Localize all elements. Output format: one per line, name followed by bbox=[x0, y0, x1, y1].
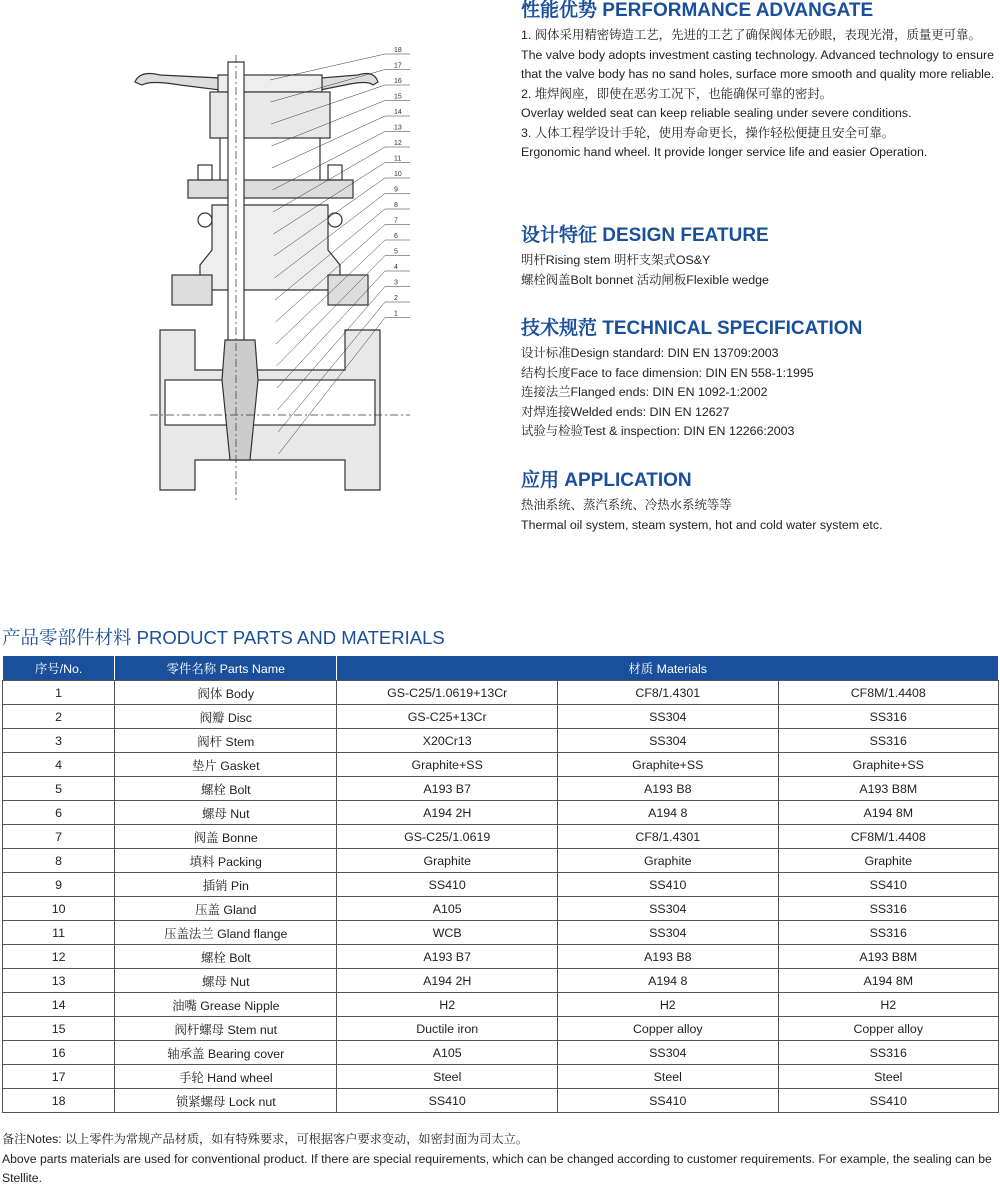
cell-no: 3 bbox=[3, 729, 115, 753]
table-row bbox=[3, 897, 999, 921]
part-label: 17 bbox=[394, 62, 402, 70]
part-label: 3 bbox=[394, 279, 398, 287]
cell-material-3: Copper alloy bbox=[778, 1017, 999, 1041]
technical-line: 对焊连接Welded ends: DIN EN 12627 bbox=[521, 404, 730, 419]
cell-material-1: Graphite+SS bbox=[337, 753, 558, 777]
cell-material-2: Steel bbox=[558, 1065, 778, 1089]
table-row bbox=[3, 753, 999, 777]
cell-material-3: H2 bbox=[778, 993, 999, 1017]
cell-material-2: SS304 bbox=[558, 897, 778, 921]
cell-no: 15 bbox=[3, 1017, 115, 1041]
cell-material-2: A194 8 bbox=[558, 969, 778, 993]
cell-material-2: A193 B8 bbox=[558, 777, 778, 801]
cell-material-3: A194 8M bbox=[778, 969, 999, 993]
cell-no: 1 bbox=[3, 681, 115, 705]
part-label: 15 bbox=[394, 93, 402, 101]
cell-part-name: 阀瓣 Disc bbox=[115, 705, 337, 729]
table-row bbox=[3, 825, 999, 849]
parts-title: 产品零部件材料 PRODUCT PARTS AND MATERIALS bbox=[2, 627, 445, 648]
performance-line: 2. 堆焊阀座，即使在恶劣工况下，也能确保可靠的密封。 bbox=[521, 86, 833, 101]
performance-title: 性能优势 PERFORMANCE ADVANGATE bbox=[521, 0, 874, 21]
cell-material-3: SS316 bbox=[778, 729, 999, 753]
technical-line: 试验与检验Test & inspection: DIN EN 12266:2003 bbox=[521, 424, 795, 438]
part-label: 4 bbox=[394, 264, 398, 271]
table-row bbox=[3, 801, 999, 825]
cell-material-3: SS316 bbox=[778, 921, 999, 945]
performance-line: Overlay welded seat can keep reliable sealing under severe conditions. bbox=[521, 106, 912, 120]
table-row bbox=[3, 849, 999, 873]
table-row bbox=[3, 729, 999, 753]
cell-part-name: 螺栓 Bolt bbox=[115, 945, 337, 969]
cell-material-2: SS410 bbox=[558, 1089, 778, 1113]
cell-material-2: CF8/1.4301 bbox=[558, 681, 778, 705]
cell-no: 11 bbox=[3, 921, 115, 945]
cell-no: 14 bbox=[3, 993, 115, 1017]
part-label: 16 bbox=[394, 78, 402, 85]
table-row bbox=[3, 1017, 999, 1041]
cell-material-1: A105 bbox=[337, 1041, 558, 1065]
cell-material-1: GS-C25+13Cr bbox=[337, 705, 558, 729]
cell-material-3: SS410 bbox=[778, 873, 999, 897]
cell-material-1: Graphite bbox=[337, 849, 558, 873]
cell-part-name: 阀盖 Bonne bbox=[115, 825, 337, 849]
table-row bbox=[3, 945, 999, 969]
table-row bbox=[3, 1089, 999, 1113]
performance-line: 3. 人体工程学设计手轮，使用寿命更长，操作轻松便捷且安全可靠。 bbox=[521, 125, 895, 140]
cell-part-name: 填料 Packing bbox=[115, 849, 337, 873]
cell-material-2: A194 8 bbox=[558, 801, 778, 825]
table-row bbox=[3, 705, 999, 729]
parts-table bbox=[2, 655, 999, 1113]
cell-no: 16 bbox=[3, 1041, 115, 1065]
cell-part-name: 阀杆 Stem bbox=[115, 729, 337, 753]
cell-material-1: X20Cr13 bbox=[337, 729, 558, 753]
part-label: 6 bbox=[394, 233, 398, 240]
cell-material-3: A194 8M bbox=[778, 801, 999, 825]
part-label: 2 bbox=[394, 295, 398, 302]
cell-material-3: Graphite+SS bbox=[778, 753, 999, 777]
cell-material-2: Graphite bbox=[558, 849, 778, 873]
technical-line: 连接法兰Flanged ends: DIN EN 1092-1:2002 bbox=[521, 385, 768, 399]
cell-material-3: SS316 bbox=[778, 1041, 999, 1065]
cell-part-name: 压盖法兰 Gland flange bbox=[115, 921, 337, 945]
design-line: 螺栓阀盖Bolt bonnet 活动闸板Flexible wedge bbox=[521, 272, 769, 287]
performance-line: The valve body adopts investment casting technology. Advanced technology to ensure that the valve body has no sand holes, surface more smooth and quality more reliable. bbox=[521, 47, 995, 81]
table-row bbox=[3, 921, 999, 945]
application-title: 应用 APPLICATION bbox=[521, 470, 692, 491]
cell-material-2: SS304 bbox=[558, 729, 778, 753]
cell-no: 5 bbox=[3, 777, 115, 801]
cell-material-2: H2 bbox=[558, 993, 778, 1017]
application-line: Thermal oil system, steam system, hot and cold water system etc. bbox=[521, 517, 883, 532]
cell-material-1: SS410 bbox=[337, 873, 558, 897]
cell-no: 7 bbox=[3, 825, 115, 849]
cell-material-3: SS316 bbox=[778, 897, 999, 921]
cell-material-2: SS410 bbox=[558, 873, 778, 897]
part-label: 5 bbox=[394, 248, 398, 256]
table-header-row bbox=[3, 656, 999, 681]
cell-material-1: Ductile iron bbox=[337, 1017, 558, 1041]
cell-material-2: SS304 bbox=[558, 705, 778, 729]
table-row bbox=[3, 1041, 999, 1065]
part-label: 1 bbox=[394, 310, 398, 318]
header-materials: 材质 Materials bbox=[337, 656, 999, 681]
cell-material-1: A193 B7 bbox=[337, 777, 558, 801]
technical-line: 结构长度Face to face dimension: DIN EN 558-1:1995 bbox=[521, 365, 814, 380]
part-label: 11 bbox=[394, 155, 402, 163]
cell-material-3: CF8M/1.4408 bbox=[778, 681, 999, 705]
cell-material-3: SS316 bbox=[778, 705, 999, 729]
part-label: 10 bbox=[394, 171, 402, 178]
table-row bbox=[3, 777, 999, 801]
cell-material-1: A193 B7 bbox=[337, 945, 558, 969]
cell-material-3: CF8M/1.4408 bbox=[778, 825, 999, 849]
cell-no: 18 bbox=[3, 1089, 115, 1113]
design-line: 明杆Rising stem 明杆支架式OS&Y bbox=[521, 253, 711, 267]
cell-no: 8 bbox=[3, 849, 115, 873]
cell-no: 2 bbox=[3, 705, 115, 729]
cell-no: 10 bbox=[3, 897, 115, 921]
design-title: 设计特征 DESIGN FEATURE bbox=[521, 225, 769, 246]
design-section bbox=[521, 225, 769, 290]
cell-material-1: A105 bbox=[337, 897, 558, 921]
performance-line: 1. 阀体采用精密铸造工艺，先进的工艺了确保阀体无砂眼，表现光滑，质量更可靠。 bbox=[521, 28, 981, 42]
part-label: 9 bbox=[394, 186, 398, 194]
part-label: 12 bbox=[394, 140, 402, 147]
header-parts-name: 零件名称 Parts Name bbox=[115, 656, 337, 681]
cell-part-name: 压盖 Gland bbox=[115, 897, 337, 921]
cell-part-name: 轴承盖 Bearing cover bbox=[115, 1041, 337, 1065]
cell-material-2: CF8/1.4301 bbox=[558, 825, 778, 849]
cell-no: 17 bbox=[3, 1065, 115, 1089]
cell-material-1: WCB bbox=[337, 921, 558, 945]
header-no: 序号/No. bbox=[3, 656, 115, 681]
cell-material-2: SS304 bbox=[558, 1041, 778, 1065]
cell-no: 12 bbox=[3, 945, 115, 969]
application-line: 热油系统、蒸汽系统、冷热水系统等等 bbox=[521, 498, 732, 512]
cell-no: 4 bbox=[3, 753, 115, 777]
part-label: 13 bbox=[394, 124, 402, 132]
table-row bbox=[3, 1065, 999, 1089]
cell-material-3: Steel bbox=[778, 1065, 999, 1089]
cell-part-name: 手轮 Hand wheel bbox=[115, 1065, 337, 1089]
cell-material-2: Copper alloy bbox=[558, 1017, 778, 1041]
part-label: 8 bbox=[394, 202, 398, 209]
cell-part-name: 阀体 Body bbox=[115, 681, 337, 705]
part-label: 18 bbox=[394, 47, 402, 54]
cell-part-name: 插销 Pin bbox=[115, 873, 337, 897]
table-row bbox=[3, 681, 999, 705]
gate-valve-drawing bbox=[120, 40, 420, 510]
cell-part-name: 螺栓 Bolt bbox=[115, 777, 337, 801]
cell-part-name: 油嘴 Grease Nipple bbox=[115, 993, 337, 1017]
cell-material-1: A194 2H bbox=[337, 801, 558, 825]
technical-line: 设计标准Design standard: DIN EN 13709:2003 bbox=[521, 346, 779, 360]
cell-material-1: A194 2H bbox=[337, 969, 558, 993]
cell-material-3: A193 B8M bbox=[778, 945, 999, 969]
cell-material-3: Graphite bbox=[778, 849, 999, 873]
notes-cn: 备注Notes: 以上零件为常规产品材质，如有特殊要求，可根据客户要求变动，如密封面为司太立。 bbox=[2, 1132, 529, 1146]
cell-material-2: SS304 bbox=[558, 921, 778, 945]
cell-material-1: GS-C25/1.0619+13Cr bbox=[337, 681, 558, 705]
performance-section bbox=[521, 0, 1000, 163]
cell-no: 6 bbox=[3, 801, 115, 825]
cell-material-3: SS410 bbox=[778, 1089, 999, 1113]
cell-no: 9 bbox=[3, 873, 115, 897]
part-label: 14 bbox=[394, 109, 402, 116]
cell-material-1: Steel bbox=[337, 1065, 558, 1089]
table-row bbox=[3, 993, 999, 1017]
table-row bbox=[3, 873, 999, 897]
application-section bbox=[521, 470, 883, 535]
part-label: 7 bbox=[394, 217, 398, 225]
notes-en: Above parts materials are used for conventional product. If there are special requirements, which can be changed according to customer requirements. For example, the sealing can be Stellite. bbox=[2, 1151, 992, 1185]
technical-section bbox=[521, 318, 862, 442]
cell-material-3: A193 B8M bbox=[778, 777, 999, 801]
cell-material-1: SS410 bbox=[337, 1089, 558, 1113]
table-row bbox=[3, 969, 999, 993]
cell-material-2: A193 B8 bbox=[558, 945, 778, 969]
cell-part-name: 锁紧螺母 Lock nut bbox=[115, 1089, 337, 1113]
cell-part-name: 螺母 Nut bbox=[115, 801, 337, 825]
performance-line: Ergonomic hand wheel. It provide longer service life and easier Operation. bbox=[521, 145, 928, 159]
cell-material-1: H2 bbox=[337, 993, 558, 1017]
cell-part-name: 阀杆螺母 Stem nut bbox=[115, 1017, 337, 1041]
cell-material-2: Graphite+SS bbox=[558, 753, 778, 777]
notes bbox=[2, 1130, 1000, 1187]
cell-no: 13 bbox=[3, 969, 115, 993]
cell-part-name: 垫片 Gasket bbox=[115, 753, 337, 777]
technical-title: 技术规范 TECHNICAL SPECIFICATION bbox=[521, 318, 863, 339]
cell-part-name: 螺母 Nut bbox=[115, 969, 337, 993]
cell-material-1: GS-C25/1.0619 bbox=[337, 825, 558, 849]
